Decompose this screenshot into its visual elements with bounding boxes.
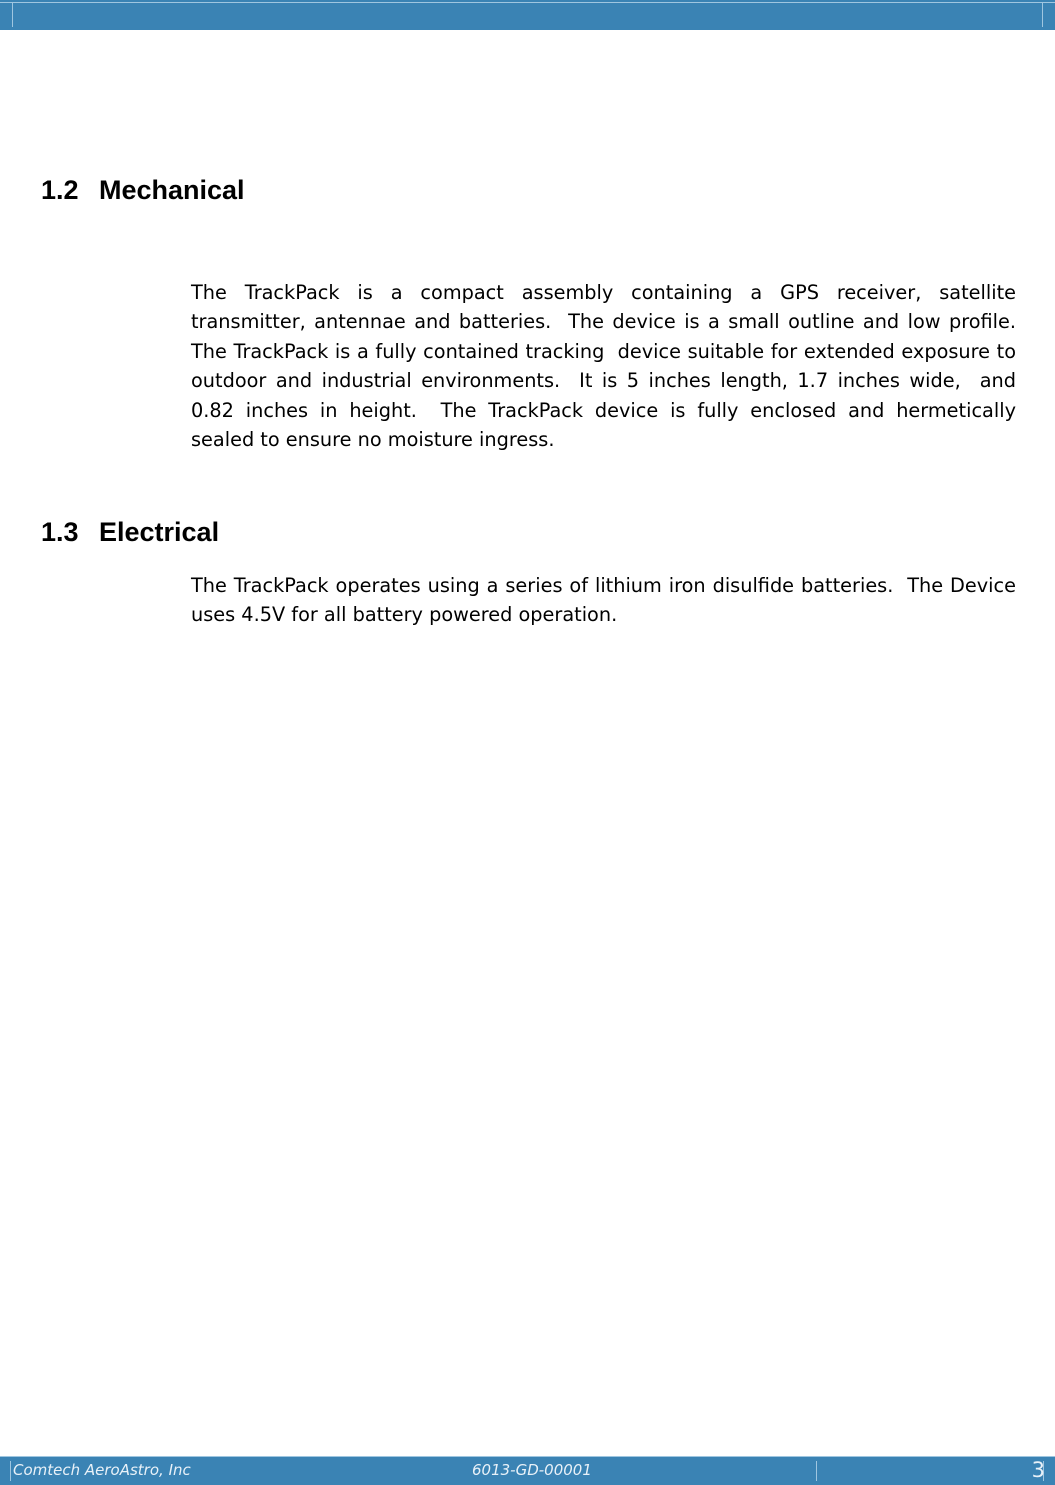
mechanical-paragraph: The TrackPack is a compact assembly containing a GPS receiver, satellite transmitter, antennae and batteries. The device is a small outline and low profile. The TrackPack is a fully contained tracking device suitable for extended exposure to outdoor and industrial environments. It is 5 inches length, 1.7 inches wide, and 0.82 inches in height. The TrackPack device is fully enclosed and hermetically sealed to ensure no moisture ingress. [191, 281, 1029, 452]
section-number: 1.2 [41, 175, 79, 205]
header-band [0, 0, 1055, 30]
section-heading-mechanical [41, 175, 245, 206]
section-number: 1.3 [41, 517, 79, 547]
header-frame [12, 3, 1043, 27]
electrical-paragraph: The TrackPack operates using a series of lithium iron disulfide batteries. The Device uses 4.5V for all battery powered operation. [191, 574, 1023, 627]
footer-divider [10, 1461, 11, 1481]
footer-band [0, 1456, 1055, 1485]
section-title: Mechanical [99, 175, 245, 205]
section-heading-electrical [41, 517, 219, 548]
footer-document-number: 6013-GD-00001 [472, 1461, 592, 1479]
footer-page-number: 3 [1031, 1458, 1045, 1482]
section-title: Electrical [99, 517, 220, 547]
footer-company: Comtech AeroAstro, Inc [13, 1461, 191, 1479]
footer-divider [816, 1461, 817, 1481]
footer-rule [0, 1456, 1055, 1457]
